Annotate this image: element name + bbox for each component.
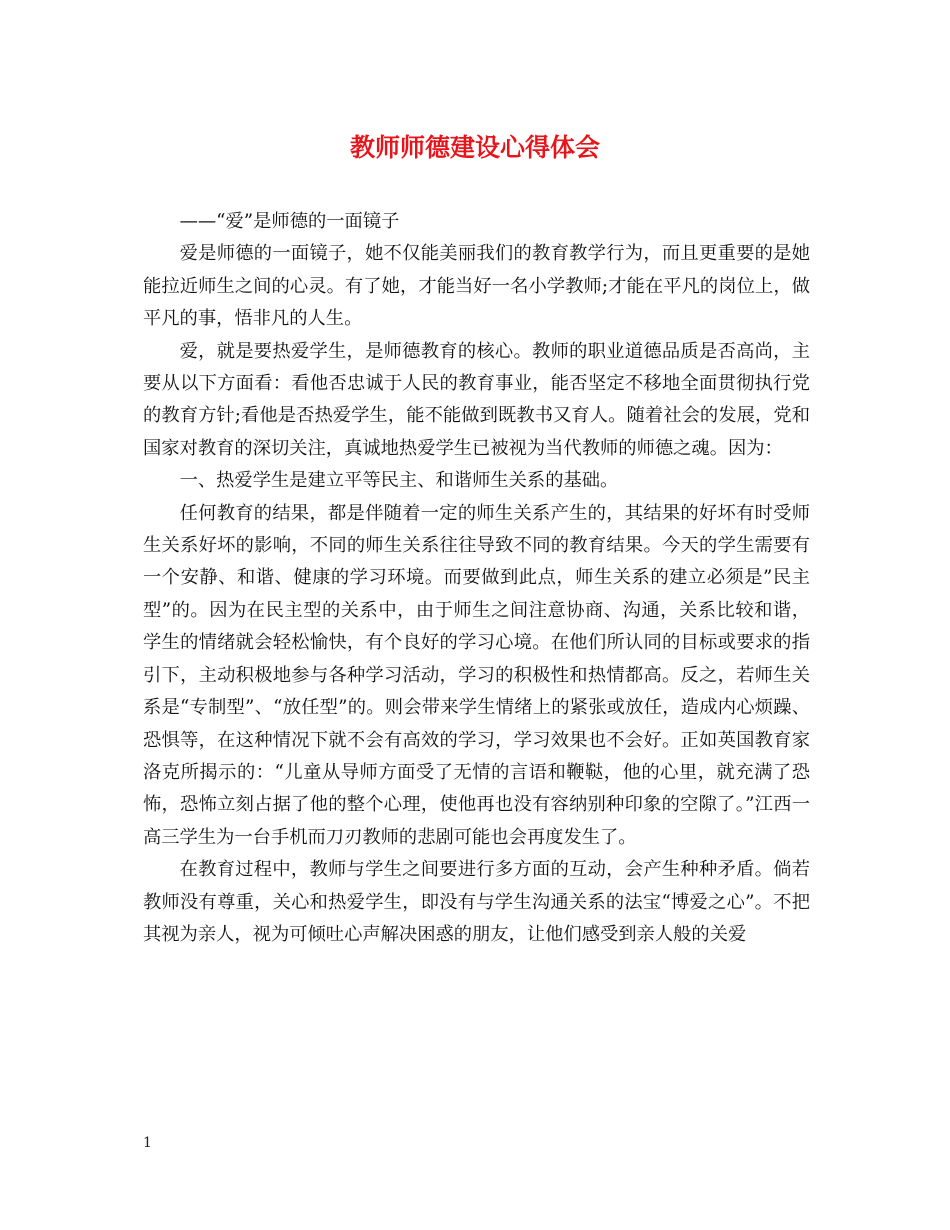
paragraph-3: 一、热爱学生是建立平等民主、和谐师生关系的基础。 (179, 470, 619, 492)
paragraph-2: 爱，就是要热爱学生，是师德教育的核心。教师的职业道德品质是否高尚，主要从以下方面看：看他否忠诚于人民的教育事业，能否坚定不移地全面贯彻执行党的教育方针;看他是否热爱学生，能不能做到既教书又育人。随着社会的发展，党和国家对教育的深切关注，真诚地热爱学生已被视为当代教师的师德之魂。因为： (143, 340, 810, 459)
paragraph-5: 在教育过程中，教师与学生之间要进行多方面的互动，会产生种种矛盾。倘若教师没有尊重，关心和热爱学生，即没有与学生沟通关系的法宝“博爱之心”。不把其视为亲人，视为可倾吐心声解决困惑的朋友，让他们感受到亲人般的关爱 (143, 859, 810, 945)
document-body (143, 206, 810, 951)
page-number: 1 (143, 1135, 152, 1151)
paragraph-1: 爱是师德的一面镜子，她不仅能美丽我们的教育教学行为，而且更重要的是她能拉近师生之间的心灵。有了她，才能当好一名小学教师;才能在平凡的岗位上，做平凡的事，悟非凡的人生。 (143, 243, 810, 330)
subtitle-line: ——“爱”是师德的一面镜子 (179, 211, 400, 232)
paragraph-4: 任何教育的结果，都是伴随着一定的师生关系产生的，其结果的好坏有时受师生关系好坏的影响，不同的师生关系往往导致不同的教育结果。今天的学生需要有一个安静、和谐、健康的学习环境。而要做到此点，师生关系的建立必须是”民主型”的。因为在民主型的关系中，由于师生之间注意协商、沟通，关系比较和谐，学生的情绪就会轻松愉快，有个良好的学习心境。在他们所认同的目标或要求的指引下，主动积极地参与各种学习活动，学习的积极性和热情都高。反之，若师生关系是“专制型”、“放任型”的。则会带来学生情绪上的紧张或放任，造成内心烦躁、恐惧等，在这种情况下就不会有高效的学习，学习效果也不会好。正如英国教育家洛克所揭示的：“儿童从导师方面受了无情的言语和鞭鞑，他的心里，就充满了恐怖，恐怖立刻占据了他的整个心理，使他再也没有容纳别种印象的空隙了。”江西一高三学生为一台手机而刀刃教师的悲剧可能也会再度发生了。 (143, 502, 810, 848)
document-title: 教师师德建设心得体会 (349, 133, 600, 162)
